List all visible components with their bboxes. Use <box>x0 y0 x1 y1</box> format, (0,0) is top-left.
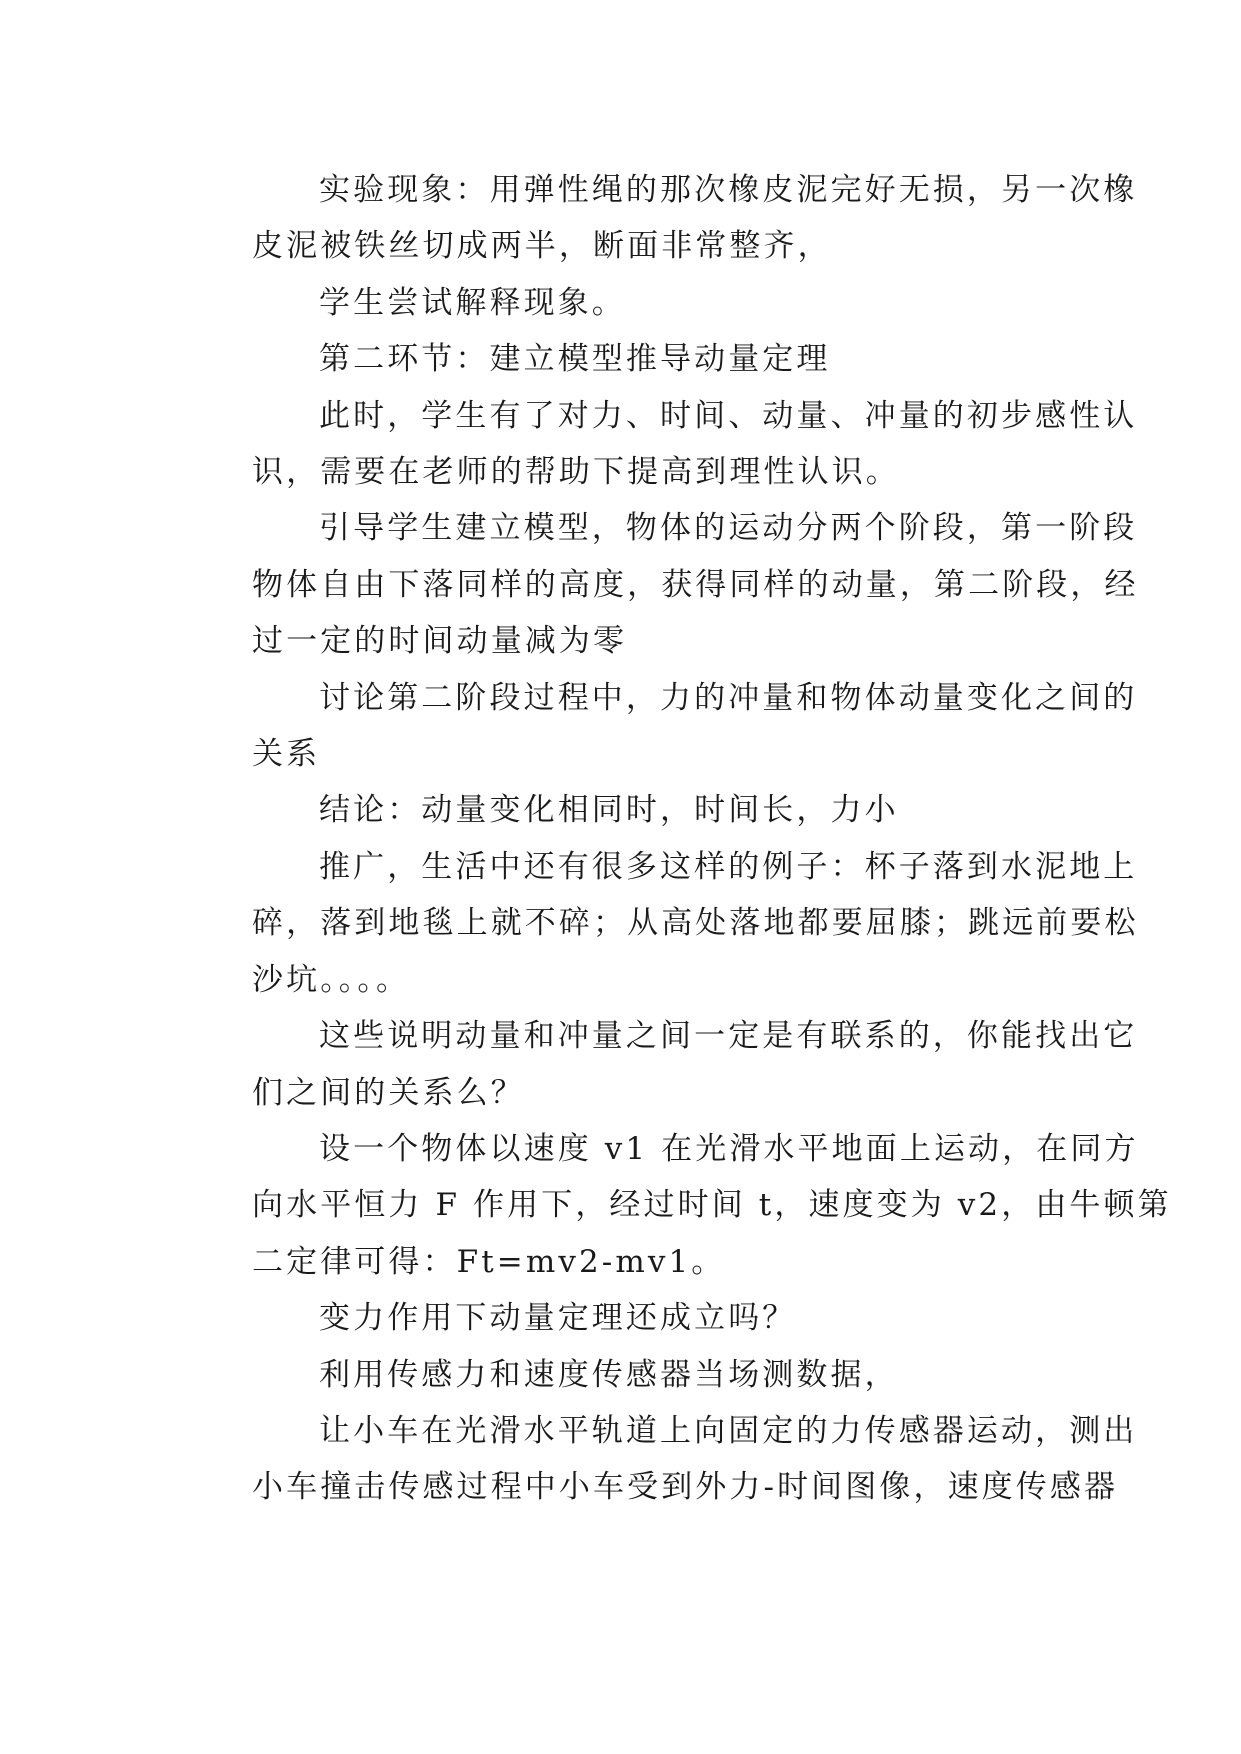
paragraph-discussion <box>190 670 1138 783</box>
paragraph-student-explain <box>190 275 1052 331</box>
text-line: 过一定的时间动量减为零 <box>252 623 628 660</box>
text-line: 设一个物体以速度 v1 在光滑水平地面上运动，在同方 <box>319 1130 1139 1167</box>
text-line: 小车撞击传感过程中小车受到外力-时间图像，速度传感器 <box>252 1469 1119 1506</box>
paragraph-variable-force-question <box>190 1290 1052 1346</box>
text-line: 推广，生活中还有很多这样的例子：杯子落到水泥地上 <box>319 848 1138 885</box>
paragraph-perceptual-understanding <box>190 388 1138 501</box>
paragraph-experiment-phenomenon <box>190 162 1138 275</box>
text-line: 二定律可得：Ft=mv2-mv1。 <box>252 1243 726 1280</box>
text-line: 们之间的关系么？ <box>252 1074 525 1111</box>
text-line: 利用传感力和速度传感器当场测数据， <box>319 1356 899 1393</box>
text-line: 碎，落到地毯上就不碎；从高处落地都要屈膝；跳远前要松 <box>252 905 1139 942</box>
text-line: 关系 <box>252 736 321 773</box>
text-line: 第二环节：建立模型推导动量定理 <box>319 341 831 378</box>
text-line: 识，需要在老师的帮助下提高到理性认识。 <box>252 454 900 491</box>
text-line: 实验现象：用弹性绳的那次橡皮泥完好无损，另一次橡 <box>319 172 1138 208</box>
text-line: 皮泥被铁丝切成两半，断面非常整齐， <box>252 228 832 265</box>
text-line: 这些说明动量和冲量之间一定是有联系的，你能找出它 <box>319 1018 1138 1055</box>
text-line: 变力作用下动量定理还成立吗？ <box>319 1300 797 1337</box>
paragraph-examples <box>190 839 1139 1008</box>
text-line: 此时，学生有了对力、时间、动量、冲量的初步感性认 <box>319 397 1138 434</box>
paragraph-conclusion <box>190 782 1052 838</box>
text-line: 学生尝试解释现象。 <box>319 284 626 321</box>
paragraph-sensor-measurement <box>190 1347 1052 1403</box>
section-heading-second-stage <box>190 331 1052 387</box>
text-line: 向水平恒力 F 作用下，经过时间 t，速度变为 v2，由牛顿第 <box>252 1187 1172 1224</box>
paragraph-derivation <box>190 1121 1172 1290</box>
text-line: 让小车在光滑水平轨道上向固定的力传感器运动，测出 <box>319 1412 1138 1449</box>
paragraph-build-model <box>190 500 1139 669</box>
text-line: 引导学生建立模型，物体的运动分两个阶段，第一阶段 <box>319 510 1138 547</box>
paragraph-relationship-question <box>190 1008 1138 1121</box>
text-line: 讨论第二阶段过程中，力的冲量和物体动量变化之间的 <box>319 679 1138 716</box>
document-body <box>190 162 1172 1516</box>
text-line: 结论：动量变化相同时，时间长，力小 <box>319 792 899 829</box>
paragraph-cart-experiment <box>190 1403 1138 1516</box>
text-line: 物体自由下落同样的高度，获得同样的动量，第二阶段，经 <box>252 566 1139 603</box>
text-line: 沙坑。。。。 <box>252 961 411 998</box>
